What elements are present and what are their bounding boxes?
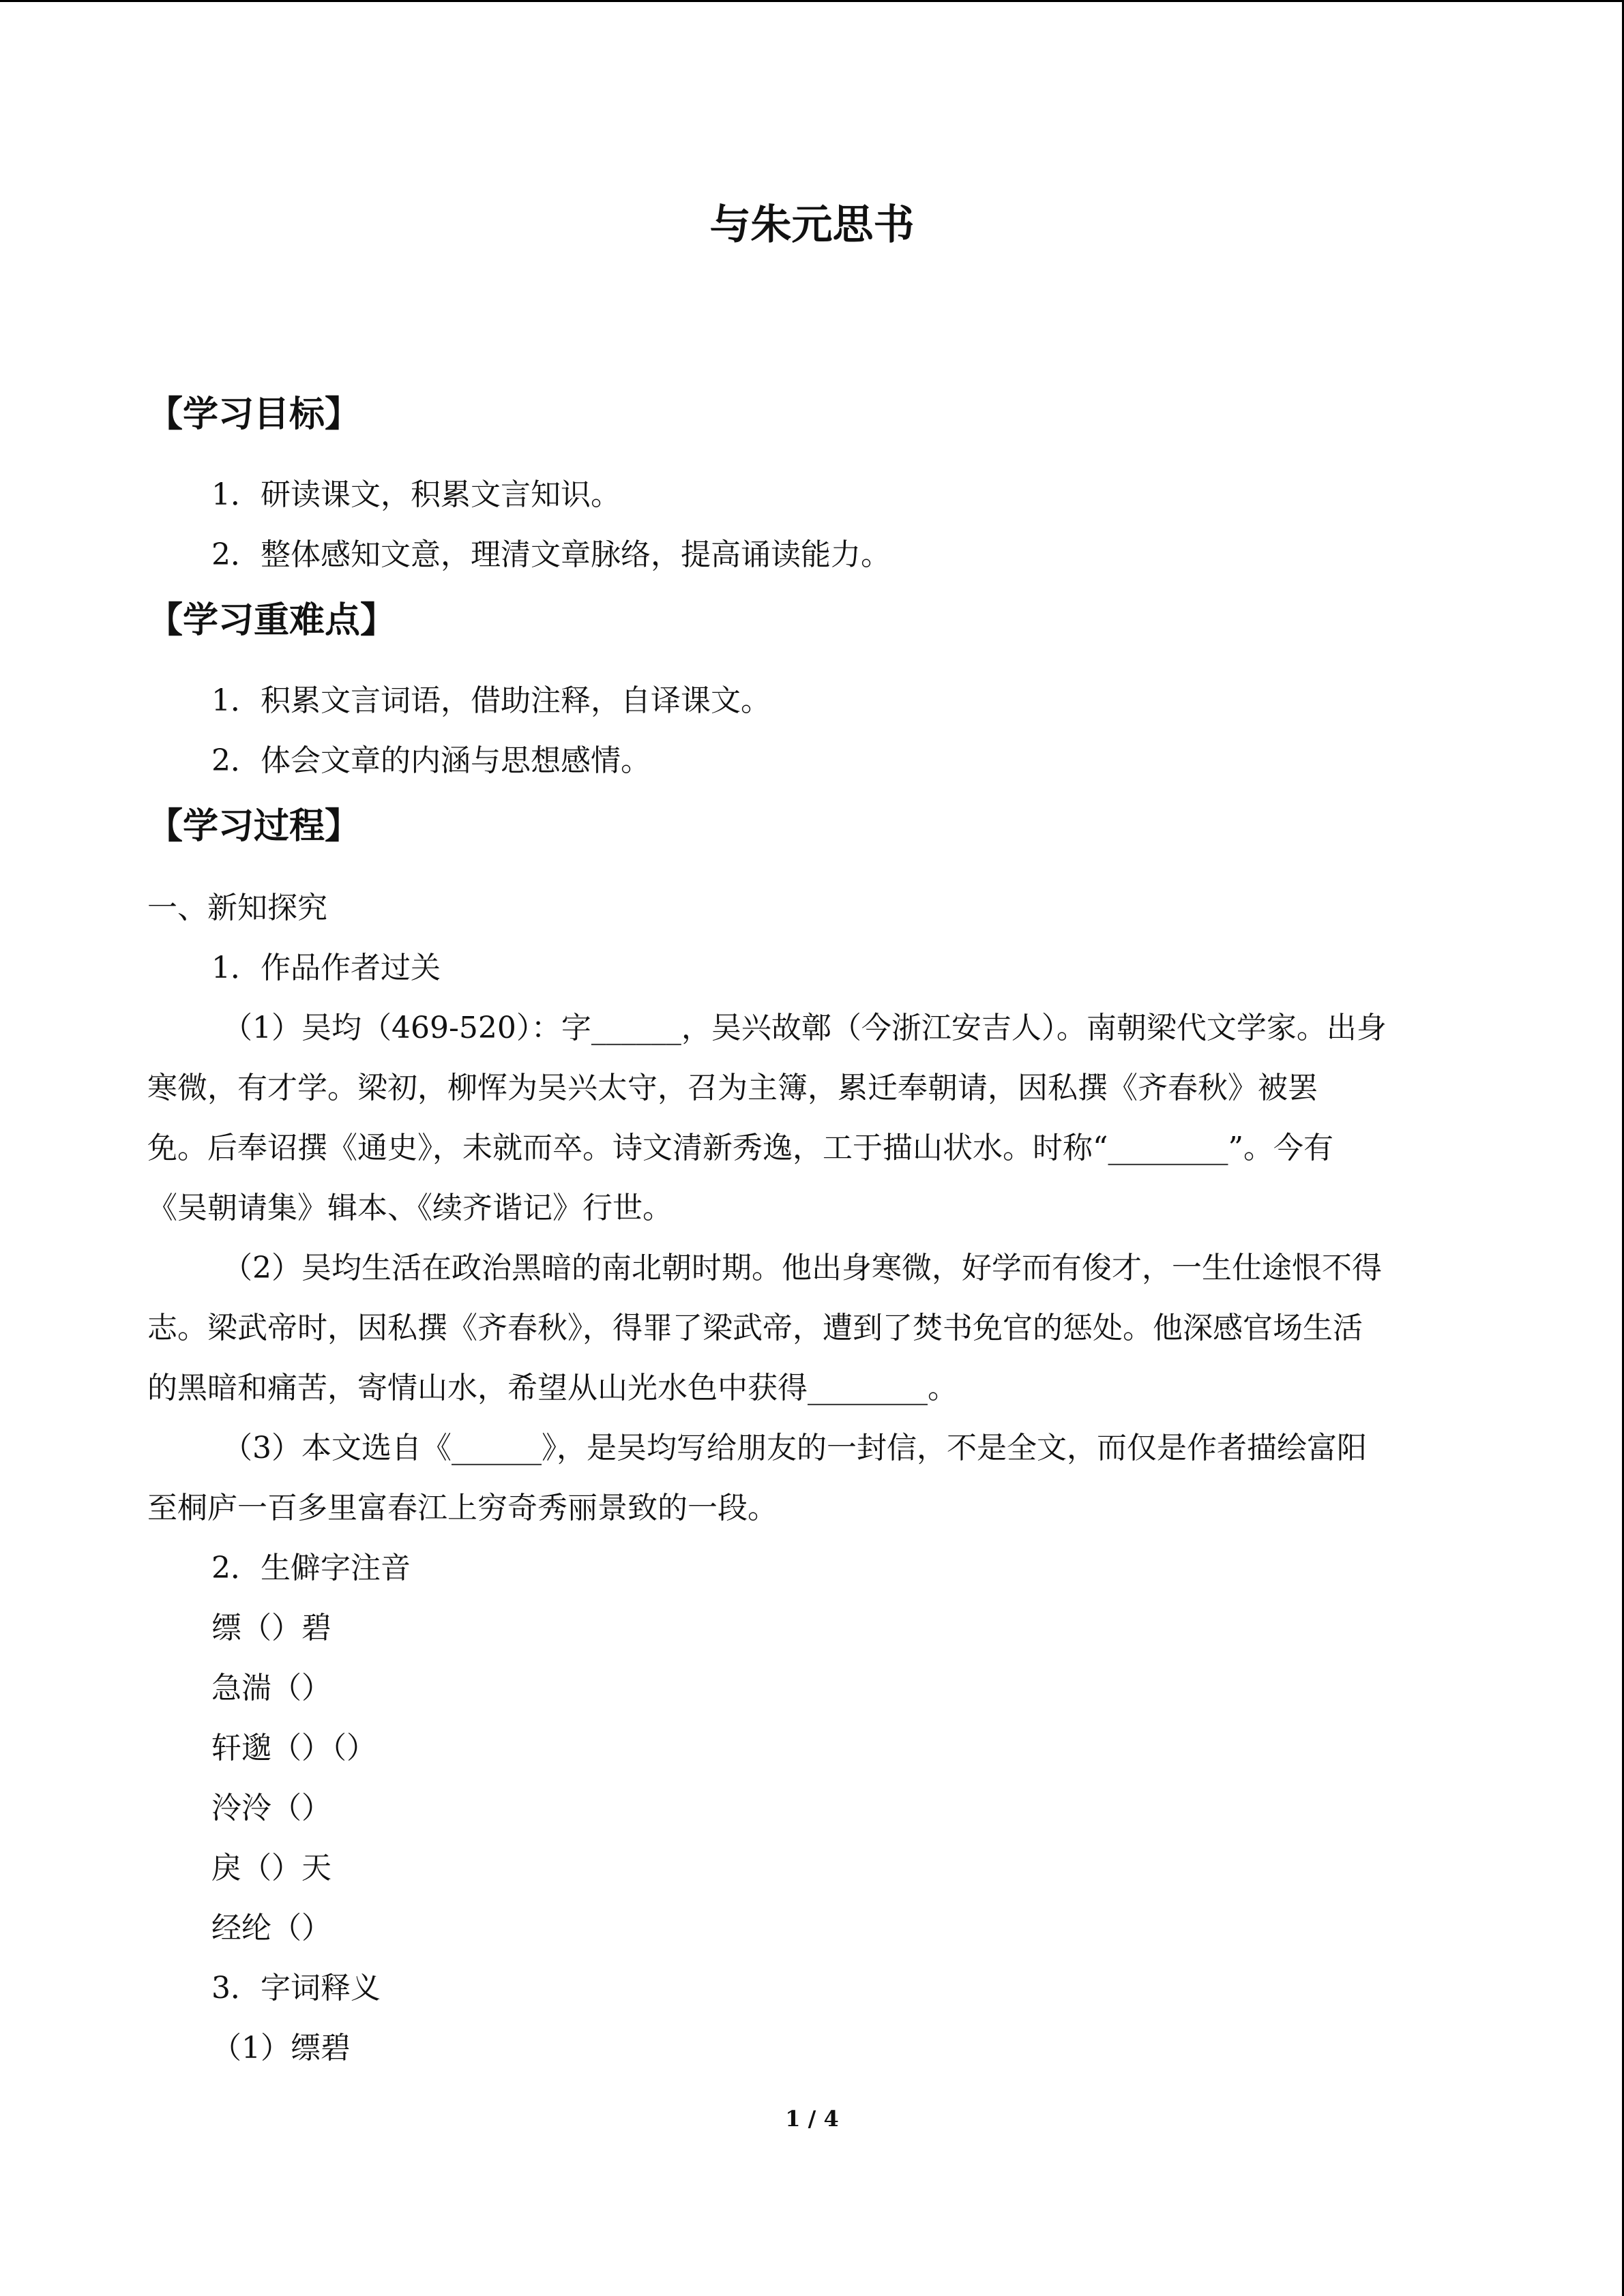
section-heading-goals: 【学习目标】 — [147, 394, 361, 435]
paragraph-line: （3）本文选自《______》，是吴均写给朋友的一封信，不是全文，而仅是作者描绘富阳 — [222, 1431, 1367, 1465]
goal-item: 1．研读课文，积累文言知识。 — [211, 477, 621, 512]
page-title: 与朱元思书 — [709, 201, 915, 249]
paragraph-line: （2）吴均生活在政治黑暗的南北朝时期。他出身寒微，好学而有俊才，一生仕途恨不得 — [222, 1251, 1382, 1285]
key-point-item: 1．积累文言词语，借助注释，自译课文。 — [211, 683, 771, 718]
section-heading-process: 【学习过程】 — [147, 806, 361, 847]
item-heading: 1．作品作者过关 — [211, 951, 441, 985]
paragraph-line: 免。后奉诏撰《通史》，未就而卒。诗文清新秀逸，工于描山状水。时称“________”。今有 — [147, 1131, 1333, 1165]
page-border-top — [0, 0, 1624, 2]
paragraph-line: 寒微，有才学。梁初，柳恽为吴兴太守，召为主簿，累迁奉朝请，因私撰《齐春秋》被罢 — [147, 1071, 1318, 1105]
part-heading: 一、新知探究 — [147, 891, 327, 925]
paragraph-line: 《吴朝请集》辑本、《续齐谐记》行世。 — [147, 1191, 673, 1225]
pinyin-item: 戾（）天 — [211, 1851, 331, 1885]
item-heading: 3．字词释义 — [211, 1971, 381, 2006]
gloss-item: （1）缥碧 — [211, 2031, 351, 2066]
pinyin-item: 轩邈（）（） — [211, 1731, 377, 1765]
pinyin-item: 泠泠（） — [211, 1791, 331, 1825]
key-point-item: 2．体会文章的内涵与思想感情。 — [211, 743, 651, 778]
pinyin-item: 缥（）碧 — [211, 1611, 331, 1645]
pinyin-item: 经纶（） — [211, 1911, 331, 1945]
paragraph-line: 的黑暗和痛苦，寄情山水，希望从山光水色中获得________。 — [147, 1371, 958, 1405]
page-number: 1 / 4 — [785, 2106, 839, 2132]
pinyin-item: 急湍（） — [211, 1671, 331, 1705]
item-heading: 2．生僻字注音 — [211, 1551, 411, 1585]
paragraph-line: 至桐庐一百多里富春江上穷奇秀丽景致的一段。 — [147, 1491, 778, 1525]
section-heading-key-points: 【学习重难点】 — [147, 600, 396, 641]
goal-item: 2．整体感知文意，理清文章脉络，提高诵读能力。 — [211, 537, 891, 572]
paragraph-line: 志。梁武帝时，因私撰《齐春秋》，得罪了梁武帝，遭到了焚书免官的惩处。他深感官场生活 — [147, 1311, 1363, 1345]
paragraph-line: （1）吴均（469-520）：字______，吴兴故鄣（今浙江安吉人）。南朝梁代文学家。出身 — [222, 1011, 1387, 1045]
